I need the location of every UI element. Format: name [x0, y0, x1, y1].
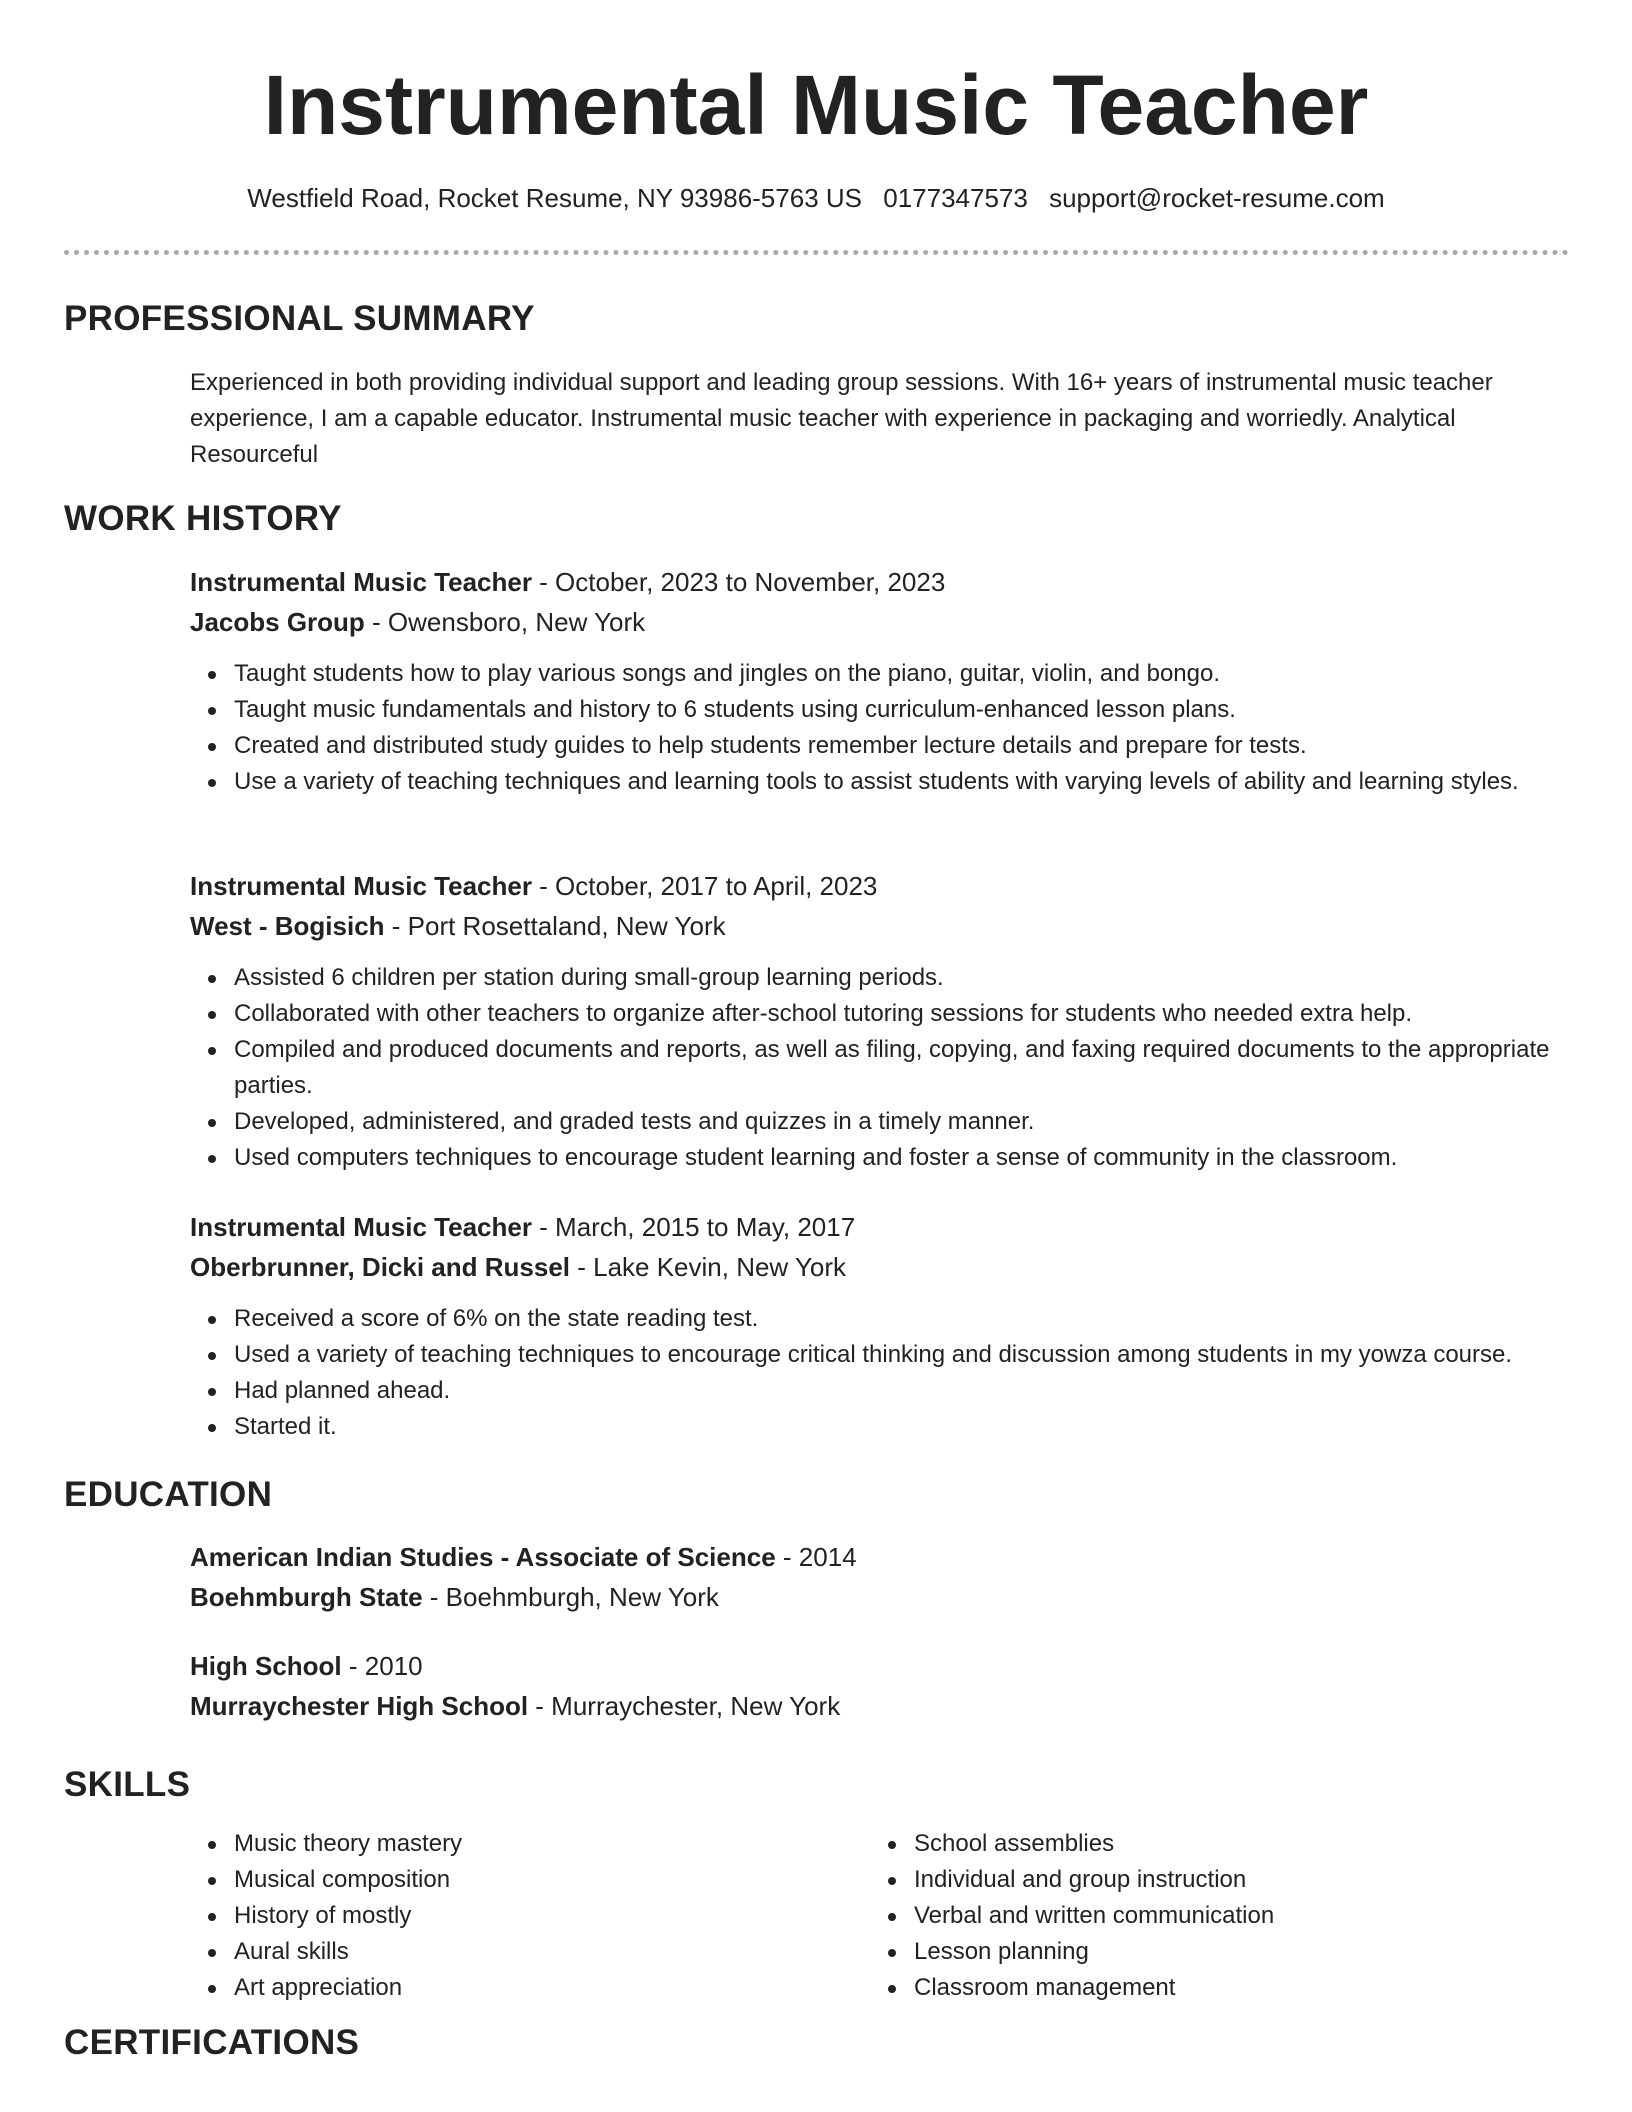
section-title-certifications: CERTIFICATIONS	[64, 2023, 360, 2062]
job-company: Jacobs Group	[190, 607, 365, 637]
section-title-education: EDUCATION	[64, 1475, 273, 1514]
skill-item: Aural skills	[234, 1934, 830, 1970]
skill-item: Musical composition	[234, 1862, 830, 1898]
resume-name: Instrumental Music Teacher	[263, 58, 1369, 152]
job-dates: - March, 2015 to May, 2017	[531, 1212, 856, 1242]
education-school: Boehmburgh State	[190, 1582, 423, 1612]
job-company: West - Bogisich	[190, 911, 385, 941]
job-dates: - October, 2017 to April, 2023	[531, 871, 878, 901]
list-item: Assisted 6 children per station during small-group learning periods.	[234, 960, 1570, 996]
education-location: - Murraychester, New York	[528, 1691, 841, 1721]
education-year: - 2014	[775, 1542, 857, 1572]
job-role: Instrumental Music Teacher	[190, 871, 532, 901]
job-location: - Port Rosettaland, New York	[384, 911, 726, 941]
skill-item: Music theory mastery	[234, 1826, 830, 1862]
skills-column-right	[870, 1826, 1510, 2006]
education-degree: High School	[190, 1651, 342, 1681]
job-entry	[190, 562, 1570, 800]
job-location: - Owensboro, New York	[364, 607, 646, 637]
section-title-skills: SKILLS	[64, 1765, 191, 1804]
job-location: - Lake Kevin, New York	[570, 1252, 847, 1282]
education-school-line	[190, 1686, 1570, 1726]
skill-item: Art appreciation	[234, 1970, 830, 2006]
job-company-line	[190, 1247, 1570, 1287]
education-degree-line	[190, 1537, 1570, 1577]
education-entry	[190, 1646, 1570, 1726]
contact-line	[0, 180, 1632, 216]
job-company: Oberbrunner, Dicki and Russel	[190, 1252, 570, 1282]
job-bullets	[190, 656, 1570, 800]
skills-list	[870, 1826, 1510, 2006]
list-item: Had planned ahead.	[234, 1373, 1570, 1409]
list-item: Received a score of 6% on the state reading test.	[234, 1301, 1570, 1337]
job-title-line	[190, 866, 1570, 906]
section-title-work-history: WORK HISTORY	[64, 499, 342, 538]
skills-list	[190, 1826, 830, 2006]
education-year: - 2010	[341, 1651, 423, 1681]
job-entry	[190, 866, 1570, 1176]
skills-grid	[190, 1826, 1570, 2026]
skill-item: History of mostly	[234, 1898, 830, 1934]
skill-item: Verbal and written communication	[914, 1898, 1510, 1934]
skill-item: Individual and group instruction	[914, 1862, 1510, 1898]
list-item: Taught students how to play various songs and jingles on the piano, guitar, violin, and bongo.	[234, 656, 1570, 692]
job-dates: - October, 2023 to November, 2023	[531, 567, 946, 597]
job-role: Instrumental Music Teacher	[190, 567, 532, 597]
list-item: Taught music fundamentals and history to 6 students using curriculum-enhanced lesson plans.	[234, 692, 1570, 728]
list-item: Compiled and produced documents and reports, as well as filing, copying, and faxing required documents to the appropriate parties.	[234, 1032, 1570, 1104]
contact-phone: 0177347573	[883, 183, 1028, 213]
education-school: Murraychester High School	[190, 1691, 529, 1721]
list-item: Created and distributed study guides to help students remember lecture details and prepare for tests.	[234, 728, 1570, 764]
job-bullets	[190, 960, 1570, 1176]
education-location: - Boehmburgh, New York	[422, 1582, 719, 1612]
job-bullets	[190, 1301, 1570, 1445]
list-item: Use a variety of teaching techniques and learning tools to assist students with varying levels of ability and learning styles.	[234, 764, 1570, 800]
skill-item: School assemblies	[914, 1826, 1510, 1862]
job-entry	[190, 1207, 1570, 1445]
summary-text: Experienced in both providing individual support and leading group sessions. With 16+ years of instrumental music teacher experience, I am a capable educator. Instrumental music teacher with experience in packaging and worriedly. Analytical Resourceful	[190, 369, 1493, 468]
list-item: Started it.	[234, 1409, 1570, 1445]
job-title-line	[190, 562, 1570, 602]
education-entry	[190, 1537, 1570, 1617]
job-company-line	[190, 602, 1570, 642]
header-divider	[64, 250, 1569, 255]
list-item: Developed, administered, and graded tests and quizzes in a timely manner.	[234, 1104, 1570, 1140]
skills-column-left	[190, 1826, 830, 2006]
skill-item: Lesson planning	[914, 1934, 1510, 1970]
education-degree: American Indian Studies - Associate of Science	[190, 1542, 776, 1572]
job-company-line	[190, 906, 1570, 946]
education-school-line	[190, 1577, 1570, 1617]
job-title-line	[190, 1207, 1570, 1247]
job-role: Instrumental Music Teacher	[190, 1212, 532, 1242]
education-degree-line	[190, 1646, 1570, 1686]
list-item: Used a variety of teaching techniques to encourage critical thinking and discussion among students in my yowza course.	[234, 1337, 1570, 1373]
list-item: Collaborated with other teachers to organize after-school tutoring sessions for students who needed extra help.	[234, 996, 1570, 1032]
list-item: Used computers techniques to encourage student learning and foster a sense of community in the classroom.	[234, 1140, 1570, 1176]
section-title-summary: PROFESSIONAL SUMMARY	[64, 299, 535, 338]
skill-item: Classroom management	[914, 1970, 1510, 2006]
contact-email[interactable]: support@rocket-resume.com	[1049, 183, 1385, 213]
contact-address: Westfield Road, Rocket Resume, NY 93986-5763 US	[247, 183, 862, 213]
